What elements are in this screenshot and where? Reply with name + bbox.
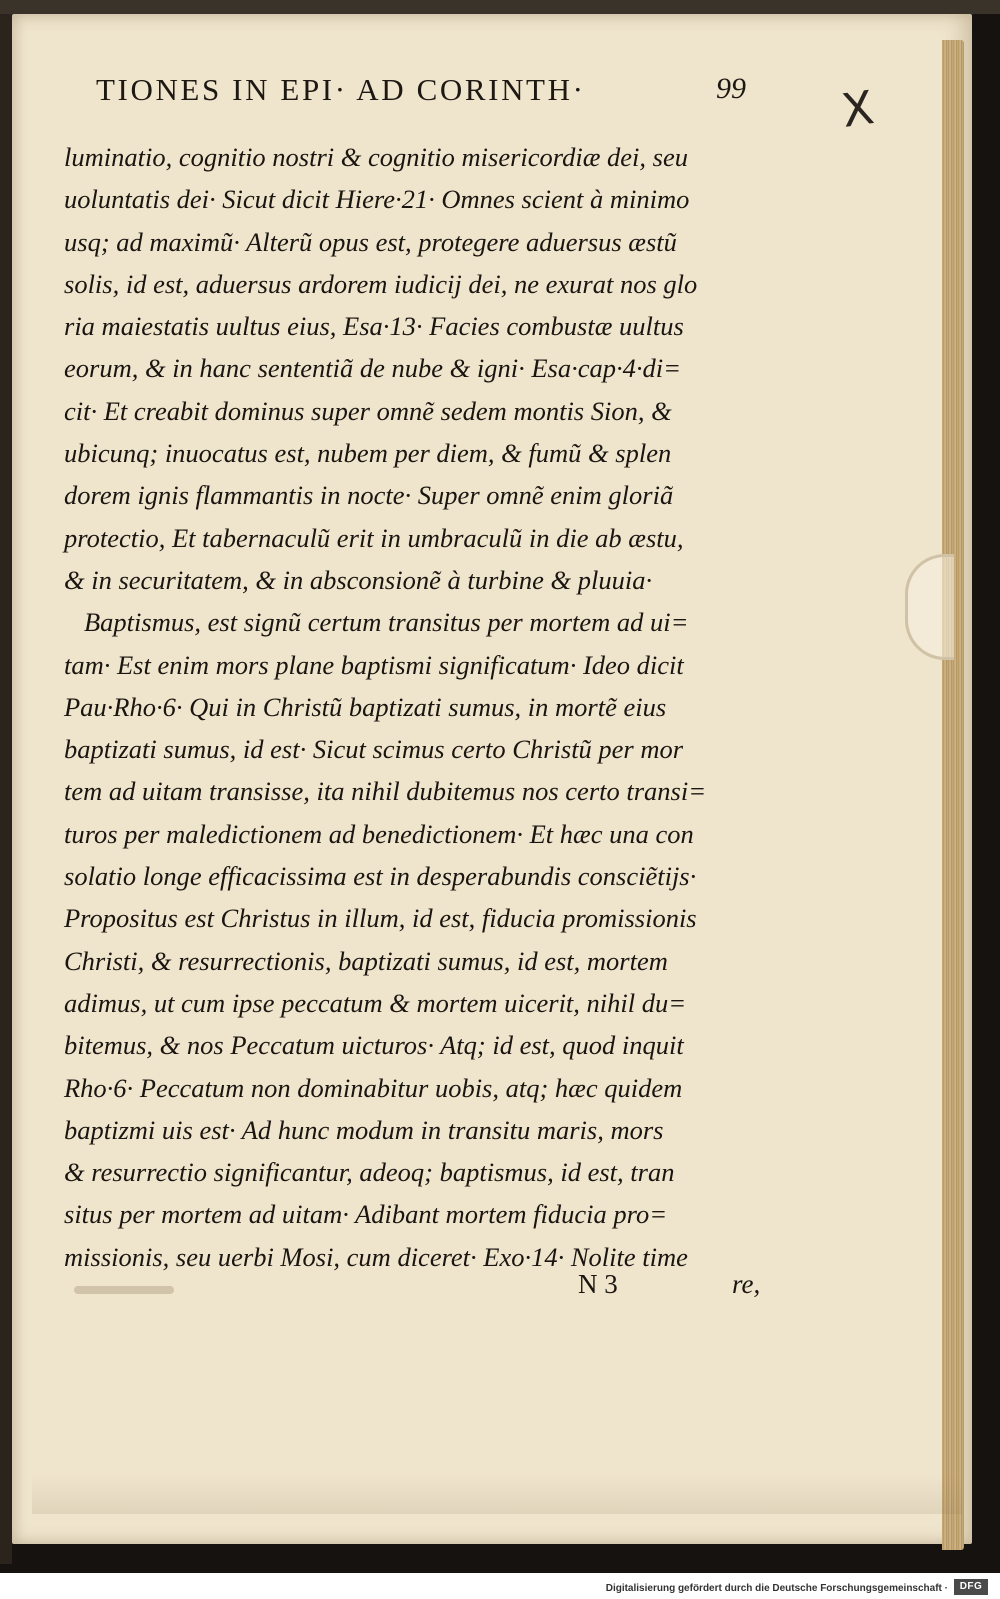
text-line: bitemus, & nos Peccatum uicturos· Atq; id est, quod inquit bbox=[64, 1030, 684, 1061]
paragraph-start-line: Baptismus, est signũ certum transitus per mortem ad ui= bbox=[84, 607, 689, 638]
running-head-title: TIONES IN EPI· AD CORINTH· bbox=[96, 72, 586, 107]
text-line: ubicunq; inuocatus est, nubem per diem, & fumũ & splen bbox=[64, 438, 672, 469]
text-line: missionis, seu uerbi Mosi, cum diceret· Exo·14· Nolite time bbox=[64, 1241, 688, 1272]
clasp-ribbon bbox=[905, 554, 954, 660]
body-text bbox=[64, 136, 794, 1278]
paper-shading bbox=[32, 1474, 962, 1514]
funding-credit: Digitalisierung gefördert durch die Deutsche Forschungsgemeinschaft · bbox=[605, 1583, 948, 1594]
text-line: tem ad uitam transisse, ita nihil dubitemus nos certo transi= bbox=[64, 776, 707, 807]
text-line: Rho·6· Peccatum non dominabitur uobis, atq; hæc quidem bbox=[64, 1072, 683, 1103]
text-line: adimus, ut cum ipse peccatum & mortem uicerit, nihil du= bbox=[64, 987, 687, 1018]
text-line: baptizati sumus, id est· Sicut scimus certo Christũ per mor bbox=[64, 734, 684, 765]
text-line: turos per maledictionem ad benedictionem· Et hæc una con bbox=[64, 818, 694, 849]
margin-mark-icon: X bbox=[838, 80, 878, 138]
text-line: cit· Et creabit dominus super omnẽ sedem montis Sion, & bbox=[64, 395, 672, 426]
text-line: tam· Est enim mors plane baptismi significatum· Ideo dicit bbox=[64, 649, 684, 680]
catchword: re, bbox=[732, 1269, 761, 1299]
top-dark-strip bbox=[0, 0, 1000, 14]
text-line: luminatio, cognitio nostri & cognitio misericordiæ dei, seu bbox=[64, 142, 688, 172]
text-line: solis, id est, aduersus ardorem iudicij dei, ne exurat nos glo bbox=[64, 268, 698, 299]
text-line: dorem ignis flammantis in nocte· Super omnẽ enim gloriã bbox=[64, 480, 674, 511]
page-fore-edge bbox=[942, 40, 964, 1550]
text-line: uoluntatis dei· Sicut dicit Hiere·21· Omnes scient à minimo bbox=[64, 184, 690, 215]
text-line: solatio longe efficacissima est in desperabundis consciẽtijs· bbox=[64, 861, 697, 892]
binding-edge bbox=[0, 14, 12, 1564]
text-line: & resurrectio significantur, adeoq; baptismus, id est, tran bbox=[64, 1157, 675, 1188]
text-line: Christi, & resurrectionis, baptizati sumus, id est, mortem bbox=[64, 945, 668, 976]
credit-bar bbox=[0, 1573, 1000, 1599]
text-line: Pau·Rho·6· Qui in Christũ baptizati sumus, in mortẽ eius bbox=[64, 691, 667, 722]
text-line: & in securitatem, & in absconsionẽ à turbine & pluuia· bbox=[64, 564, 653, 595]
signature-mark: N 3 bbox=[578, 1269, 618, 1299]
text-line: baptizmi uis est· Ad hunc modum in transitu maris, mors bbox=[64, 1114, 664, 1145]
text-line: usq; ad maximũ· Alterũ opus est, protegere aduersus æstũ bbox=[64, 226, 677, 257]
text-line: protectio, Et tabernaculũ erit in umbraculũ in die ab æstu, bbox=[64, 522, 684, 553]
book-page bbox=[12, 14, 972, 1544]
text-line: ria maiestatis uultus eius, Esa·13· Facies combustæ uultus bbox=[64, 311, 684, 342]
page-number: 99 bbox=[716, 72, 746, 105]
dfg-logo: DFG bbox=[954, 1579, 988, 1595]
ink-smudge bbox=[74, 1286, 174, 1294]
text-line: situs per mortem ad uitam· Adibant mortem fiducia pro= bbox=[64, 1199, 668, 1230]
running-head bbox=[84, 72, 804, 114]
text-line: eorum, & in hanc sententiã de nube & igni· Esa·cap·4·di= bbox=[64, 353, 681, 384]
text-line: Propositus est Christus in illum, id est, fiducia promissionis bbox=[64, 903, 697, 934]
